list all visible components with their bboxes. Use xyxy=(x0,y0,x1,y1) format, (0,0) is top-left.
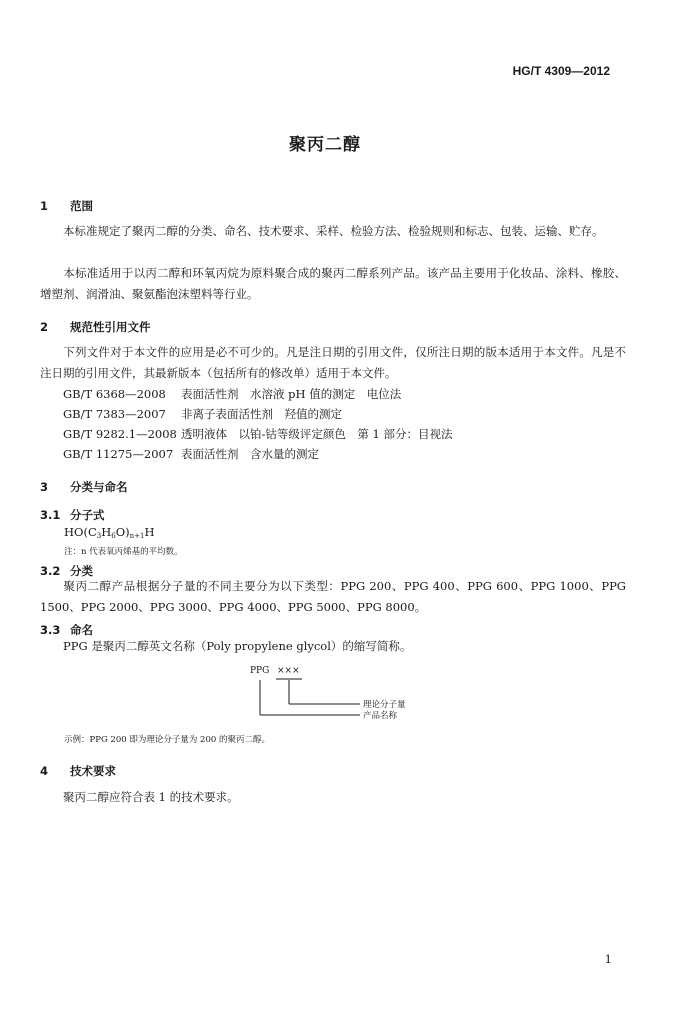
section-number: 1 xyxy=(40,199,49,213)
section-1-heading xyxy=(40,198,93,214)
section-title: 技术要求 xyxy=(70,764,116,778)
section-2-paragraph-1 xyxy=(40,342,626,384)
section-title: 分类 xyxy=(70,564,93,578)
reference-title: 表面活性剂 水溶液 pH 值的测定 电位法 xyxy=(181,387,402,401)
section-number: 3.2 xyxy=(40,564,61,578)
diagram-code: PPG xyxy=(250,666,270,676)
reference-item xyxy=(63,406,342,422)
reference-title: 非离子表面活性剂 羟值的测定 xyxy=(181,407,342,421)
section-number: 2 xyxy=(40,320,49,334)
paragraph-text: 本标准规定了聚丙二醇的分类、命名、技术要求、采样、检验方法、检验规则和标志、包装、运输、贮存。 xyxy=(63,224,604,238)
formula-part: H xyxy=(144,525,155,539)
molecular-formula xyxy=(64,525,155,540)
diagram-placeholder: ××× xyxy=(277,666,300,676)
document-title: 聚丙二醇 xyxy=(289,135,361,155)
reference-title: 表面活性剂 含水量的测定 xyxy=(181,447,319,461)
reference-item xyxy=(63,386,401,402)
page-number: 1 xyxy=(604,952,612,966)
reference-title: 透明液体 以铂-钴等级评定颜色 第 1 部分：目视法 xyxy=(181,427,453,441)
reference-code: GB/T 6368—2008 xyxy=(63,387,166,401)
reference-code: GB/T 9282.1—2008 xyxy=(63,427,177,441)
section-3-heading xyxy=(40,479,128,495)
section-title: 范围 xyxy=(70,199,93,213)
section-3-3-paragraph xyxy=(40,636,626,657)
section-1-paragraph-1 xyxy=(40,221,626,242)
section-number: 3 xyxy=(40,480,49,494)
section-number: 4 xyxy=(40,764,49,778)
formula-part: H xyxy=(101,525,112,539)
section-title: 命名 xyxy=(70,623,93,637)
naming-diagram xyxy=(250,666,470,726)
diagram-label-molecular-weight: 理论分子量 xyxy=(363,700,406,710)
paragraph-text: 聚丙二醇产品根据分子量的不同主要分为以下类型：PPG 200、PPG 400、PPG 600、PPG 1000、PPG 1500、PPG 2000、PPG 3000、PPG 4000、PPG 5000、PPG 8000。 xyxy=(40,579,626,614)
section-4-paragraph xyxy=(40,787,626,808)
formula-subscript: 6 xyxy=(111,532,116,540)
reference-code: GB/T 7383—2007 xyxy=(63,407,166,421)
formula-part: HO(C xyxy=(64,525,97,539)
section-1-paragraph-2 xyxy=(40,263,626,305)
formula-note: 注：n 代表氧丙烯基的平均数。 xyxy=(64,547,183,557)
section-number: 3.1 xyxy=(40,508,61,522)
formula-subscript: n+1 xyxy=(129,532,145,540)
diagram-label-product-name: 产品名称 xyxy=(363,711,398,721)
section-3-2-paragraph xyxy=(40,576,626,618)
standard-code: HG/T 4309—2012 xyxy=(512,64,610,78)
section-3-1-heading xyxy=(40,507,105,523)
paragraph-text: 下列文件对于本文件的应用是必不可少的。凡是注日期的引用文件，仅所注日期的版本适用于本文件。凡是不注日期的引用文件，其最新版本（包括所有的修改单）适用于本文件。 xyxy=(40,345,626,380)
section-title: 规范性引用文件 xyxy=(70,320,151,334)
paragraph-text: 本标准适用于以丙二醇和环氧丙烷为原料聚合成的聚丙二醇系列产品。该产品主要用于化妆品、涂料、橡胶、增塑剂、润滑油、聚氨酯泡沫塑料等行业。 xyxy=(40,266,626,301)
reference-item xyxy=(63,426,453,442)
formula-part: O) xyxy=(115,525,130,539)
section-title: 分子式 xyxy=(70,508,105,522)
section-number: 3.3 xyxy=(40,623,61,637)
reference-item xyxy=(63,446,319,462)
section-4-heading xyxy=(40,763,116,779)
paragraph-text: 聚丙二醇应符合表 1 的技术要求。 xyxy=(63,790,239,804)
reference-code: GB/T 11275—2007 xyxy=(63,447,174,461)
formula-subscript: 3 xyxy=(96,532,102,540)
diagram-connector-lines xyxy=(250,666,470,726)
section-2-heading xyxy=(40,319,151,335)
naming-example: 示例：PPG 200 即为理论分子量为 200 的聚丙二醇。 xyxy=(64,735,270,745)
section-title: 分类与命名 xyxy=(70,480,128,494)
paragraph-text: PPG 是聚丙二醇英文名称（Poly propylene glycol）的缩写简称。 xyxy=(63,639,412,653)
